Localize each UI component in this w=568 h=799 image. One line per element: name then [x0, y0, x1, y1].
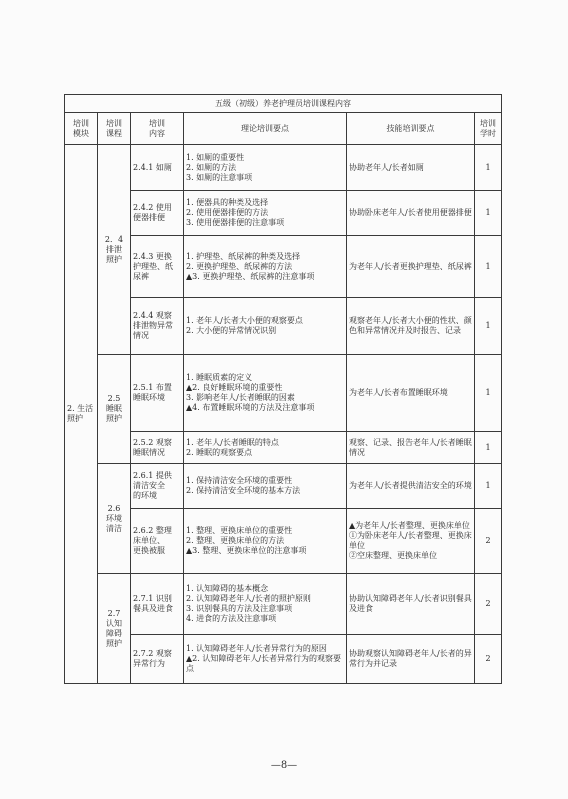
skill-point: ②空床整理、更换床单位	[349, 551, 437, 560]
theory-cell	[184, 432, 347, 464]
content-cell	[131, 574, 184, 635]
content-line: 护理垫、纸	[133, 261, 173, 271]
theory-point: 2. 如厕的方法	[186, 162, 237, 172]
skill-cell	[347, 191, 475, 236]
skill-point: ▲为老年人/长者整理、更换床单位	[349, 521, 470, 530]
course-name-line: 2.5	[107, 394, 121, 403]
hours-cell: 2	[475, 509, 502, 574]
course-cell	[98, 145, 131, 355]
hours-cell: 1	[475, 298, 502, 355]
theory-cell	[184, 464, 347, 509]
course-cell	[98, 355, 131, 464]
course-name-line: 2.7	[107, 608, 121, 618]
theory-point: 2. 认知障碍老年人/长者的照护原则	[186, 594, 311, 603]
course-name-line: 障碍	[106, 628, 122, 638]
course-name-line: 照护	[106, 254, 122, 264]
skill-cell	[347, 236, 475, 298]
course-name-line: 认知	[106, 618, 122, 628]
skill-point: 为老年人/长者布置睡眠环境	[349, 388, 448, 397]
content-line: 情况	[133, 331, 149, 340]
theory-point: 1. 保持清洁安全环境的重要性	[186, 476, 293, 485]
theory-point: 3. 如厕的注意事项	[186, 172, 253, 182]
content-line: 的环境	[133, 491, 157, 500]
content-line: 床单位、	[133, 536, 165, 545]
module-name: 2. 生活照护	[67, 404, 94, 423]
content-cell	[131, 464, 184, 509]
theory-point: 1. 整理、更换床单位的重要性	[186, 526, 293, 535]
content-line: 睡眠情况	[133, 447, 165, 457]
skill-cell	[347, 145, 475, 191]
skill-point: ①为卧床老年人/长者整理、更换床单位	[349, 531, 472, 550]
header-content: 培训 内容	[131, 113, 184, 145]
content-cell	[131, 236, 184, 298]
theory-cell	[184, 145, 347, 191]
skill-point: 协助观察认知障碍老年人/长者的异常行为并记录	[349, 649, 472, 668]
skill-cell	[347, 464, 475, 509]
theory-point: 1. 老年人/长者睡眠的特点	[186, 437, 279, 447]
course-name-line: 照护	[106, 414, 122, 423]
course-table	[64, 94, 502, 684]
content-line: 异常行为	[133, 659, 165, 668]
course-name-line: 照护	[106, 638, 122, 648]
theory-point: ▲3. 整理、更换床单位的注意事项	[186, 546, 307, 555]
skill-point: 协助卧床老年人/长者使用便器排便	[349, 208, 472, 217]
hours-cell: 2	[475, 574, 502, 635]
skill-point: 观察老年人/长者大小便的性状、颜色和异常情况并及时报告、记录	[349, 316, 472, 335]
table-row	[65, 464, 502, 509]
table-row	[65, 191, 502, 236]
header-theory: 理论培训要点	[184, 113, 347, 145]
course-cell	[98, 464, 131, 574]
theory-point: 2. 更换护理垫、纸尿裤的方法	[186, 261, 293, 271]
table-row	[65, 574, 502, 635]
skill-point: 协助老年人/长者如厕	[349, 162, 424, 172]
theory-point: 2. 大小便的异常情况识别	[186, 326, 277, 335]
content-line: 排泄物异常	[133, 321, 173, 330]
skill-point: 观察、记录、报告老年人/长者睡眠情况	[349, 437, 472, 457]
content-cell	[131, 509, 184, 574]
skill-cell	[347, 635, 475, 684]
theory-cell	[184, 191, 347, 236]
theory-cell	[184, 298, 347, 355]
content-line: 2.6.1 提供	[133, 471, 172, 480]
content-line: 2.4.1 如厕	[133, 162, 172, 172]
theory-point: 1. 认知障碍老年人/长者异常行为的原因	[186, 644, 327, 653]
theory-point: 4. 进食的方法及注意事项	[186, 614, 277, 623]
content-line: 2.7.1 识别	[133, 594, 172, 603]
skill-point: 为老年人/长者提供清洁安全的环境	[349, 481, 472, 490]
course-name-line: 睡眠	[106, 404, 122, 413]
hours-cell: 1	[475, 432, 502, 464]
theory-point: 1. 护理垫、纸尿裤的种类及选择	[186, 251, 301, 261]
module-cell	[65, 145, 98, 684]
content-line: 清洁安全	[133, 481, 165, 490]
content-cell	[131, 145, 184, 191]
course-name-line: 2.6	[107, 503, 121, 513]
theory-point: ▲4. 布置睡眠环境的方法及注意事项	[186, 403, 315, 412]
theory-point: 1. 如厕的重要性	[186, 152, 245, 162]
hours-cell: 1	[475, 145, 502, 191]
content-line: 尿裤	[133, 271, 149, 281]
content-line: 2.4.3 更换	[133, 251, 172, 261]
content-line: 2.7.2 观察	[133, 649, 172, 658]
content-cell	[131, 191, 184, 236]
theory-point: ▲2. 良好睡眠环境的重要性	[186, 383, 283, 392]
content-line: 便器排便	[133, 213, 165, 222]
course-name-line: 清洁	[106, 523, 122, 533]
theory-cell	[184, 509, 347, 574]
theory-point: 1. 便器具的种类及选择	[186, 198, 269, 207]
header-course: 培训 课程	[98, 113, 131, 145]
skill-cell	[347, 509, 475, 574]
theory-point: 1. 睡眠质素的定义	[186, 373, 253, 382]
hours-cell: 2	[475, 635, 502, 684]
content-line: 2.4.4 观察	[133, 311, 172, 320]
course-name-line: 环境	[106, 513, 122, 523]
theory-point: 2. 睡眠的观察要点	[186, 447, 253, 457]
skill-cell	[347, 432, 475, 464]
header-module: 培训 模块	[65, 113, 98, 145]
hours-cell: 1	[475, 355, 502, 432]
table-row	[65, 236, 502, 298]
hours-cell: 1	[475, 464, 502, 509]
content-line: 2.5.1 布置	[133, 383, 172, 392]
content-line: 睡眠环境	[133, 393, 165, 402]
content-line: 2.4.2 使用	[133, 203, 172, 212]
header-skill: 技能培训要点	[347, 113, 475, 145]
theory-point: 3. 使用便器排便的注意事项	[186, 218, 285, 227]
table-row	[65, 432, 502, 464]
table-row	[65, 145, 502, 191]
table-title: 五级（初级）养老护理员培训课程内容	[65, 95, 502, 113]
theory-cell	[184, 574, 347, 635]
theory-point: 3. 影响老年人/长者睡眠的因素	[186, 393, 295, 402]
table-row	[65, 355, 502, 432]
content-cell	[131, 355, 184, 432]
theory-cell	[184, 635, 347, 684]
skill-point: 为老年人/长者更换护理垫、纸尿裤	[349, 261, 472, 271]
theory-cell	[184, 236, 347, 298]
page-number: —8—	[270, 760, 298, 771]
content-cell	[131, 635, 184, 684]
content-line: 餐具及进食	[133, 604, 173, 613]
theory-point: ▲2. 认知障碍老年人/长者异常行为的观察要点	[186, 654, 342, 673]
hours-cell: 1	[475, 191, 502, 236]
theory-point: 3. 识别餐具的方法及注意事项	[186, 604, 293, 613]
skill-cell	[347, 298, 475, 355]
course-name-line: 2．4	[104, 234, 124, 244]
course-name-line: 排泄	[106, 244, 122, 254]
theory-point: 2. 整理、更换床单位的方法	[186, 536, 285, 545]
theory-point: 2. 保持清洁安全环境的基本方法	[186, 486, 301, 495]
theory-point: 2. 使用便器排便的方法	[186, 208, 269, 217]
table-row	[65, 509, 502, 574]
content-cell	[131, 432, 184, 464]
content-line: 2.6.2 整理	[133, 526, 172, 535]
content-line: 更换被服	[133, 546, 165, 555]
skill-cell	[347, 574, 475, 635]
table-row	[65, 298, 502, 355]
theory-cell	[184, 355, 347, 432]
course-cell	[98, 574, 131, 684]
header-hours: 培训 学时	[475, 113, 502, 145]
theory-point: ▲3. 更换护理垫、纸尿裤的注意事项	[186, 271, 315, 281]
skill-point: 协助认知障碍老年人/长者识别餐具及进食	[349, 594, 472, 613]
theory-point: 1. 认知障碍的基本概念	[186, 584, 269, 593]
skill-cell	[347, 355, 475, 432]
theory-point: 1. 老年人/长者大小便的观察要点	[186, 316, 303, 325]
content-line: 2.5.2 观察	[133, 437, 172, 447]
content-cell	[131, 298, 184, 355]
table-row	[65, 635, 502, 684]
hours-cell: 1	[475, 236, 502, 298]
